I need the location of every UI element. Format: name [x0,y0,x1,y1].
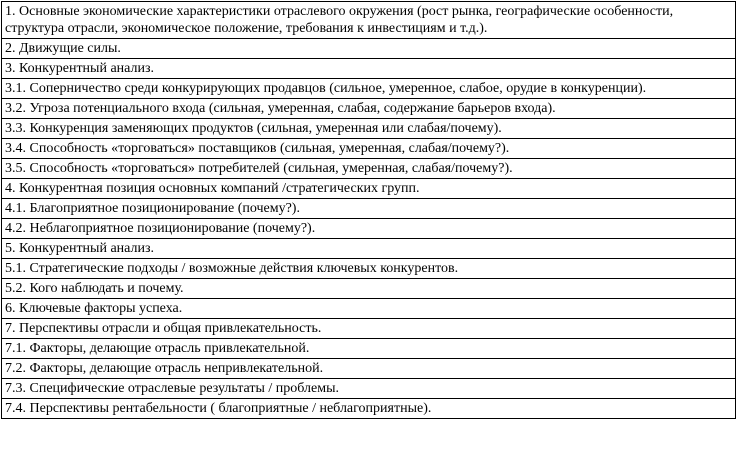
table-cell: 3.4. Способность «торговаться» поставщиков (сильная, умеренная, слабая/почему?). [2,139,736,159]
table-row [2,119,736,139]
table-cell: 3. Конкурентный анализ. [2,59,736,79]
table-cell: 6. Ключевые факторы успеха. [2,299,736,319]
table-cell: 4. Конкурентная позиция основных компаний /стратегических групп. [2,179,736,199]
table-row [2,379,736,399]
table-cell: 2. Движущие силы. [2,39,736,59]
table-cell: 3.1. Соперничество среди конкурирующих продавцов (сильное, умеренное, слабое, орудие в конкуренции). [2,79,736,99]
table-cell: 3.2. Угроза потенциального входа (сильная, умеренная, слабая, содержание барьеров входа). [2,99,736,119]
table-row [2,59,736,79]
table-cell: 5.1. Стратегические подходы / возможные действия ключевых конкурентов. [2,259,736,279]
table-cell: 3.5. Способность «торговаться» потребителей (сильная, умеренная, слабая/почему?). [2,159,736,179]
table-row [2,39,736,59]
table-row [2,159,736,179]
table-row [2,339,736,359]
table-cell: 5.2. Кого наблюдать и почему. [2,279,736,299]
table-row [2,239,736,259]
table-cell: 7.1. Факторы, делающие отрасль привлекательной. [2,339,736,359]
table-row [2,359,736,379]
table-row [2,399,736,419]
table-cell: 4.1. Благоприятное позиционирование (почему?). [2,199,736,219]
table-row [2,2,736,39]
table-cell: 7. Перспективы отрасли и общая привлекательность. [2,319,736,339]
table-cell: 5. Конкурентный анализ. [2,239,736,259]
table-cell: 7.2. Факторы, делающие отрасль непривлекательной. [2,359,736,379]
table-row [2,279,736,299]
industry-analysis-table [1,1,736,419]
table-row [2,179,736,199]
table-cell: 7.3. Специфические отраслевые результаты / проблемы. [2,379,736,399]
table-cell: 4.2. Неблагоприятное позиционирование (почему?). [2,219,736,239]
table-row [2,259,736,279]
table-cell: 1. Основные экономические характеристики отраслевого окружения (рост рынка, географические особенности, структура отрасли, экономическое положение, требования к инвестициям и т.д.). [2,2,736,39]
table-row [2,79,736,99]
table-row [2,299,736,319]
table-cell: 7.4. Перспективы рентабельности ( благоприятные / неблагоприятные). [2,399,736,419]
table-row [2,99,736,119]
table-row [2,199,736,219]
table-row [2,319,736,339]
table-row [2,139,736,159]
table-row [2,219,736,239]
table-cell: 3.3. Конкуренция заменяющих продуктов (сильная, умеренная или слабая/почему). [2,119,736,139]
